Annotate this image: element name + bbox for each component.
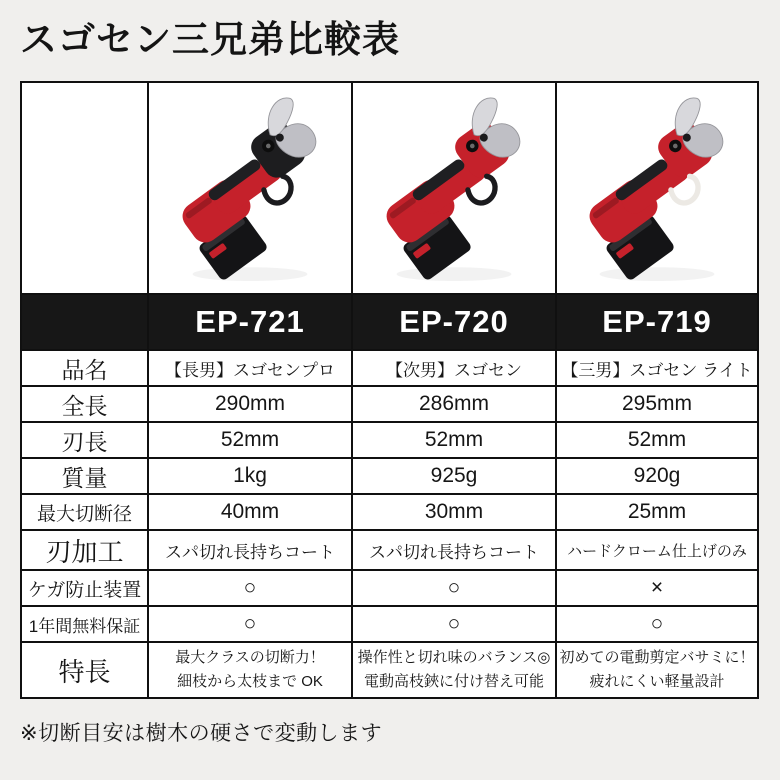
model-header-row (21, 294, 758, 350)
footnote: ※切断目安は樹木の硬さで変動します (20, 722, 383, 746)
feature-line: 細枝から太枝まで OK (177, 673, 323, 691)
spec-value: 30mm (352, 494, 556, 530)
spec-label: 特長 (21, 642, 148, 698)
pruning-shears-image-ep720 (355, 86, 553, 290)
spec-label: 品名 (21, 350, 148, 386)
spec-value: 52mm (556, 422, 758, 458)
spec-mark: ○ (352, 570, 556, 606)
product-photo-ep721 (149, 83, 351, 293)
feature-cell-ep721 (148, 642, 352, 698)
spec-value: 52mm (352, 422, 556, 458)
spec-value: 1kg (148, 458, 352, 494)
feature-line: 初めての電動剪定バサミに！ (559, 648, 755, 666)
feature-line: 電動高枝鋏に付け替え可能 (363, 673, 544, 691)
spec-value: 25mm (556, 494, 758, 530)
product-photo-cell-ep719 (556, 82, 758, 294)
spec-value: 【三男】スゴセン ライト (556, 350, 758, 386)
spec-row-max-cutting-diameter (21, 494, 758, 530)
spec-label: 刃長 (21, 422, 148, 458)
spec-row-total-length (21, 386, 758, 422)
spec-value: スパ切れ長持ちコート (352, 530, 556, 570)
spec-row-warranty (21, 606, 758, 642)
pruning-shears-image-ep721 (151, 86, 349, 290)
spec-value: 40mm (148, 494, 352, 530)
spec-label: 最大切断径 (21, 494, 148, 530)
spec-label: ケガ防止装置 (21, 570, 148, 606)
spec-row-weight (21, 458, 758, 494)
spec-row-blade-length (21, 422, 758, 458)
product-photo-row (21, 82, 758, 294)
model-header-corner-cell (21, 294, 148, 350)
spec-label: 全長 (21, 386, 148, 422)
comparison-table (20, 81, 759, 699)
spec-row-product-name (21, 350, 758, 386)
spec-value: 52mm (148, 422, 352, 458)
product-photo-ep719 (557, 83, 757, 293)
feature-row (21, 642, 758, 698)
spec-mark: × (556, 570, 758, 606)
spec-mark: ○ (556, 606, 758, 642)
feature-cell-ep719 (556, 642, 758, 698)
pruning-shears-image-ep719 (558, 86, 756, 290)
spec-value: 【次男】スゴセン (352, 350, 556, 386)
spec-row-blade-coating (21, 530, 758, 570)
spec-value: 925g (352, 458, 556, 494)
spec-value: 286mm (352, 386, 556, 422)
spec-mark: ○ (352, 606, 556, 642)
spec-mark: ○ (148, 570, 352, 606)
spec-label: 1年間無料保証 (21, 606, 148, 642)
feature-line: 最大クラスの切断力！ (175, 648, 325, 666)
spec-row-safety-device (21, 570, 758, 606)
spec-value: ハードクローム仕上げのみ (556, 530, 758, 570)
product-photo-ep720 (353, 83, 555, 293)
product-photo-cell-ep721 (148, 82, 352, 294)
feature-line: 疲れにくい軽量設計 (589, 673, 725, 691)
spec-mark: ○ (148, 606, 352, 642)
feature-line: 操作性と切れ味のバランス◎ (357, 648, 551, 666)
page-title: スゴセン三兄弟比較表 (20, 20, 400, 61)
spec-label: 質量 (21, 458, 148, 494)
product-photo-cell-ep720 (352, 82, 556, 294)
spec-value: スパ切れ長持ちコート (148, 530, 352, 570)
photo-row-corner-cell (21, 82, 148, 294)
model-header-ep720: EP-720 (352, 294, 556, 350)
spec-value: 290mm (148, 386, 352, 422)
feature-cell-ep720 (352, 642, 556, 698)
model-header-ep721: EP-721 (148, 294, 352, 350)
spec-value: 【長男】スゴセンプロ (148, 350, 352, 386)
spec-label: 刃加工 (21, 530, 148, 570)
model-header-ep719: EP-719 (556, 294, 758, 350)
spec-value: 295mm (556, 386, 758, 422)
spec-value: 920g (556, 458, 758, 494)
